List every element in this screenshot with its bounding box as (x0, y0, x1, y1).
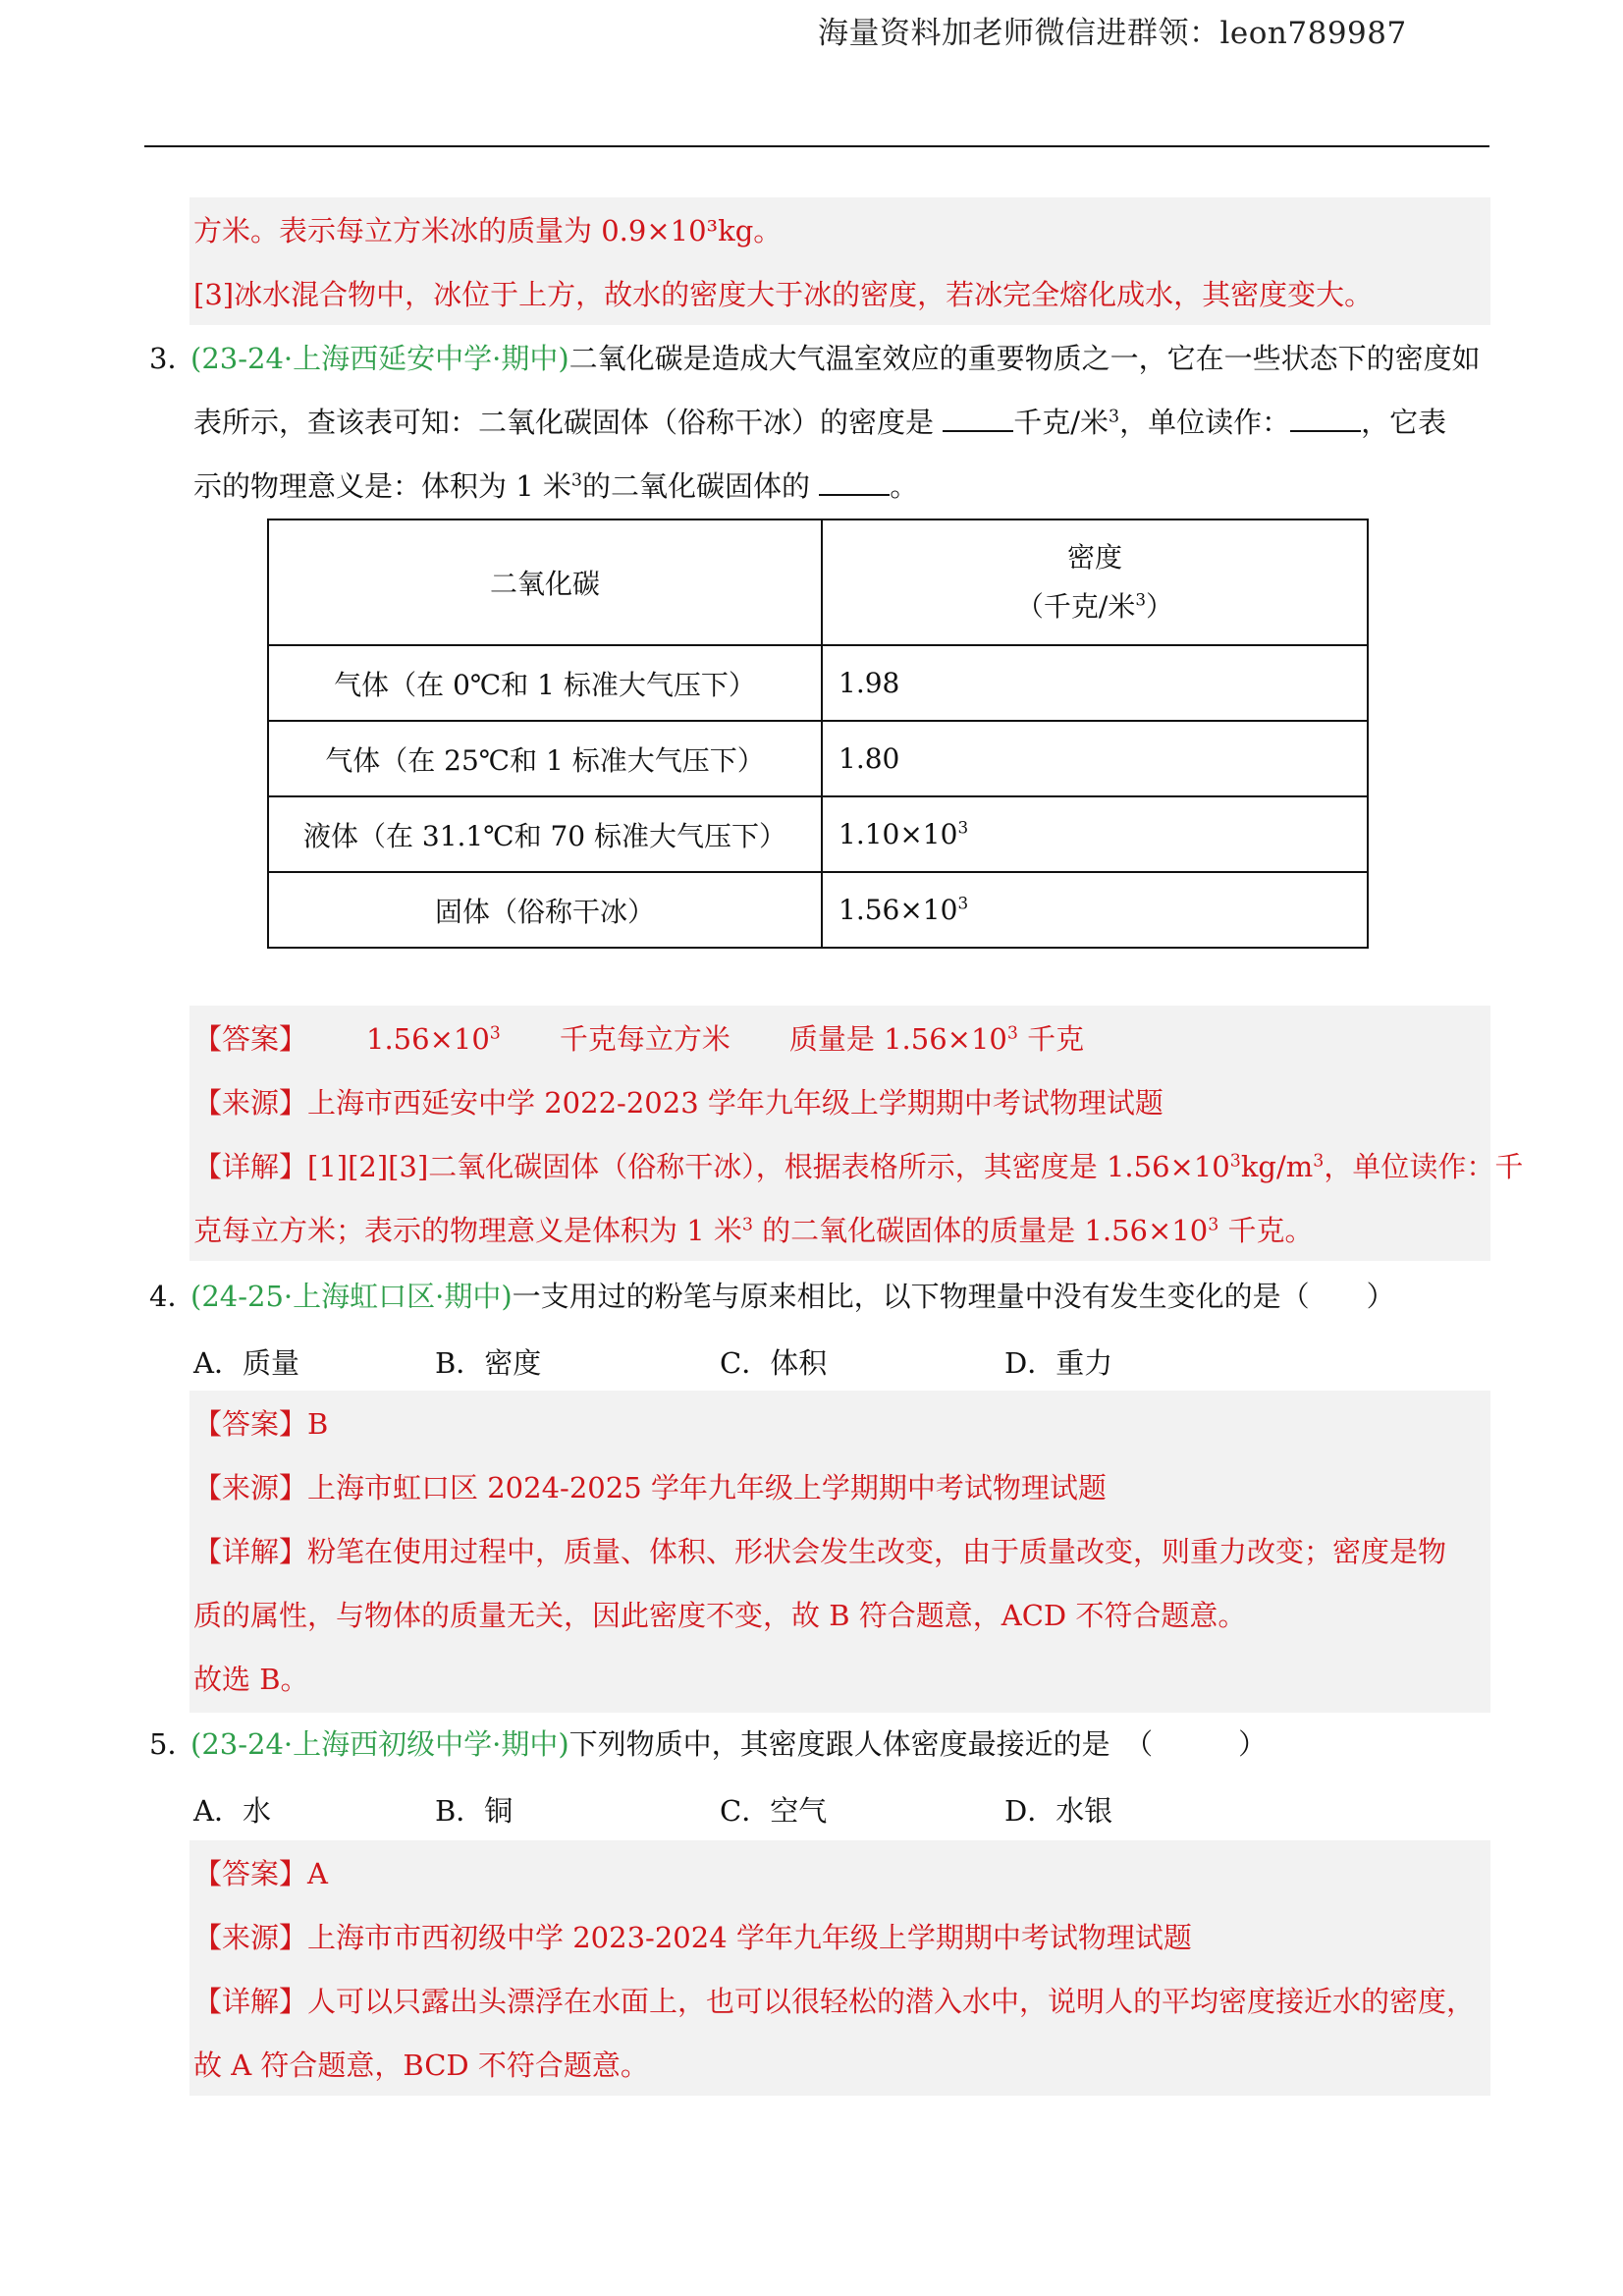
table-header-unit-close: ） (1146, 590, 1174, 623)
q3-number: 3． (149, 342, 196, 375)
table-cell-density (822, 872, 1368, 948)
q4-detail-line-2: 质的属性，与物体的质量无关，因此密度不变，故 B 符合题意，ACD 不符合题意。 (193, 1599, 1247, 1632)
table-row (268, 872, 1368, 948)
table-header-density (822, 519, 1368, 645)
q5-option-d[interactable]: D．水银 (1004, 1794, 1113, 1828)
q4-detail-text-1: 粉笔在使用过程中，质量、体积、形状会发生改变，由于质量改变，则重力改变；密度是物 (307, 1535, 1447, 1568)
q3-detail-exp-2: 3 (1313, 1151, 1325, 1172)
q3-detail-text-1a: [1][2][3]二氧化碳固体（俗称干冰），根据表格所示，其密度是 1.56×10 (307, 1150, 1230, 1183)
q3-detail-text-1c: ，单位读作：千 (1324, 1150, 1524, 1183)
table-header-substance: 二氧化碳 (268, 519, 822, 645)
q3-detail-text-2b: 的二氧化碳固体的质量是 1.56×10 (752, 1214, 1209, 1247)
q3-stem-text-2d: ，它表 (1361, 406, 1447, 439)
q3-detail-label: 【详解】 (193, 1150, 308, 1183)
q3-answer-label: 【答案】 (193, 1022, 308, 1056)
q3-unit-sup: 3 (1109, 407, 1120, 427)
q3-blank-2[interactable] (1290, 407, 1361, 432)
q3-detail-exp-4: 3 (1208, 1215, 1219, 1235)
q4-option-c[interactable]: C．体积 (720, 1346, 828, 1380)
table-row (268, 796, 1368, 872)
table-cell-density (822, 645, 1368, 721)
q4-option-b[interactable]: B．密度 (435, 1346, 542, 1380)
table-cell-state: 气体（在 0℃和 1 标准大气压下） (268, 645, 822, 721)
q4-stem-text: 一支用过的粉笔与原来相比，以下物理量中没有发生变化的是（ ） (512, 1280, 1395, 1313)
q5-answer-label: 【答案】 (193, 1857, 308, 1890)
q5-option-a[interactable]: A．水 (193, 1794, 271, 1828)
q3-answer-3-exp: 3 (1006, 1023, 1018, 1044)
q3-stem-text-2c: ，单位读作： (1119, 406, 1291, 439)
table-cell-state: 气体（在 25℃和 1 标准大气压下） (268, 721, 822, 796)
prev-answer-line-2: [3]冰水混合物中，冰位于上方，故水的密度大于冰的密度，若冰完全熔化成水，其密度变大。 (193, 278, 1374, 311)
table-row (268, 721, 1368, 796)
q3-detail-exp-3: 3 (741, 1215, 753, 1235)
table-header-density-title: 密度 (1066, 541, 1122, 574)
q3-detail-text-2a: 克每立方米；表示的物理意义是体积为 1 米 (193, 1214, 742, 1247)
q3-stem-text-2b: 千克/米 (1013, 406, 1109, 439)
q5-detail-line-1 (193, 1982, 1475, 2021)
q3-stem-text-3a: 示的物理意义是：体积为 1 米 (193, 469, 571, 503)
q4-stem-line (149, 1277, 1395, 1316)
q3-answer-3: 质量是 1.56×10 (788, 1022, 1007, 1056)
q4-number: 4． (149, 1280, 196, 1313)
q3-blank-3[interactable] (819, 470, 890, 496)
q3-blank-1[interactable] (943, 407, 1013, 432)
header-divider (144, 145, 1489, 147)
q3-source-tag: (23-24·上海西延安中学·期中) (190, 342, 569, 375)
q3-answer-3-unit: 千克 (1017, 1022, 1085, 1056)
q3-stem-text-2a: 表所示，查该表可知：二氧化碳固体（俗称干冰）的密度是 (193, 406, 935, 439)
q4-detail-label: 【详解】 (193, 1535, 308, 1568)
table-header-unit-sup: 3 (1135, 589, 1147, 610)
q3-stem-line-3 (193, 466, 918, 506)
table-header-unit-text: （千克/米 (1015, 590, 1136, 623)
q3-answer-1: 1.56×10 (366, 1022, 490, 1056)
q3-source-line (193, 1083, 1163, 1122)
q3-detail-line-2 (193, 1211, 1313, 1250)
q5-source-line (193, 1918, 1192, 1957)
q3-stem-text-1: 二氧化碳是造成大气温室效应的重要物质之一，它在一些状态下的密度如 (568, 342, 1481, 375)
q4-source-tag: (24-25·上海虹口区·期中) (190, 1280, 513, 1313)
q3-detail-text-2c: 千克。 (1218, 1214, 1314, 1247)
q4-source-line (193, 1468, 1107, 1507)
table-cell-state: 液体（在 31.1℃和 70 标准大气压下） (268, 796, 822, 872)
q5-answer-value: A (307, 1857, 328, 1890)
q5-number: 5． (149, 1727, 196, 1761)
q4-answer-label: 【答案】 (193, 1407, 308, 1441)
q5-detail-label: 【详解】 (193, 1985, 308, 2018)
header-contact: 海量资料加老师微信进群领：leon789987 (818, 16, 1407, 51)
q5-detail-line-2: 故 A 符合题意，BCD 不符合题意。 (193, 2049, 649, 2082)
q3-stem-line-2 (193, 403, 1446, 442)
q3-source-text: 上海市西延安中学 2022-2023 学年九年级上学期期中考试物理试题 (307, 1086, 1163, 1120)
density-exponent: 3 (957, 817, 969, 838)
table-cell-density (822, 796, 1368, 872)
q3-stem-line-1 (149, 339, 1481, 378)
density-value: 1.10×10 (839, 818, 958, 850)
prev-answer-line-1: 方米。表示每立方米冰的质量为 0.9×10³kg。 (193, 214, 783, 247)
table-row (268, 645, 1368, 721)
q5-answer-line (193, 1854, 328, 1893)
q4-answer-line (193, 1404, 328, 1444)
q5-detail-text-1: 人可以只露出头漂浮在水面上，也可以很轻松的潜入水中，说明人的平均密度接近水的密度， (307, 1985, 1476, 2018)
q3-detail-text-1b: kg/m (1240, 1150, 1314, 1183)
q4-answer-value: B (307, 1407, 329, 1441)
q3-stem-text-3b: 的二氧化碳固体的 (581, 469, 810, 503)
q4-option-a[interactable]: A．质量 (193, 1346, 299, 1380)
density-value: 1.56×10 (839, 894, 958, 926)
q3-detail-exp-1: 3 (1229, 1151, 1241, 1172)
table-cell-state: 固体（俗称干冰） (268, 872, 822, 948)
table-header-row (268, 519, 1368, 645)
q3-stem-text-3c: 。 (890, 469, 919, 503)
q5-option-c[interactable]: C．空气 (720, 1794, 828, 1828)
density-value: 1.80 (839, 742, 900, 775)
q5-stem-line (149, 1724, 1267, 1764)
q5-option-b[interactable]: B．铜 (435, 1794, 514, 1828)
table-header-density-unit (824, 582, 1366, 631)
density-value: 1.98 (839, 667, 900, 699)
q3-detail-line-1 (193, 1147, 1523, 1186)
q3-answer-2: 千克每立方米 (559, 1022, 730, 1056)
density-exponent: 3 (957, 893, 969, 913)
q4-detail-line-3: 故选 B。 (193, 1663, 309, 1696)
table-cell-density (822, 721, 1368, 796)
q5-stem-text: 下列物质中，其密度跟人体密度最接近的是 （ ） (568, 1727, 1268, 1761)
q5-source-text: 上海市市西初级中学 2023-2024 学年九年级上学期期中考试物理试题 (307, 1921, 1192, 1954)
q4-source-text: 上海市虹口区 2024-2025 学年九年级上学期期中考试物理试题 (307, 1471, 1107, 1504)
co2-density-table (267, 519, 1369, 949)
q3-volume-sup: 3 (570, 470, 582, 491)
q5-source-label: 【来源】 (193, 1921, 308, 1954)
q5-source-tag: (23-24·上海西初级中学·期中) (190, 1727, 569, 1761)
q4-option-d[interactable]: D．重力 (1004, 1346, 1113, 1380)
q3-answer-1-exp: 3 (489, 1023, 501, 1044)
q3-source-label: 【来源】 (193, 1086, 308, 1120)
q4-source-label: 【来源】 (193, 1471, 308, 1504)
q4-detail-line-1 (193, 1532, 1446, 1571)
q3-answer-line (193, 1019, 1084, 1059)
